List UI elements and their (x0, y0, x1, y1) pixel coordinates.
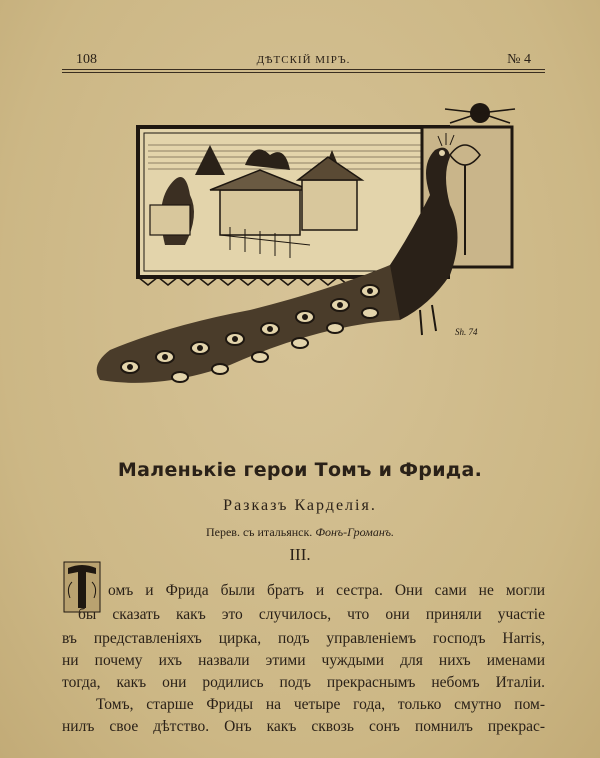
translation-prefix: Перев. съ итальянск. (205, 525, 313, 539)
paragraph-line: тогда, какъ они родились подъ прекраснымъ небомъ Италіи. (62, 674, 545, 691)
page-header (62, 52, 545, 70)
header-rule-top (62, 69, 545, 70)
paragraph-line: нилъ свое дѣтство. Онъ какъ сквозь сонъ помнилъ прекрас- (62, 718, 545, 735)
issue-number: № 4 (507, 52, 531, 67)
translation-credit (0, 525, 600, 540)
paragraph-line: ни почему ихъ назвали этими чуждыми для нихъ именами (62, 652, 545, 669)
paragraph-line: въ представленіяхъ цирка, подъ управленіемъ господъ Harris, (62, 630, 545, 647)
paragraph-line: омъ и Фрида были братъ и сестра. Они сами не могли (108, 582, 545, 599)
peacock-and-village-illustration-icon (70, 95, 540, 415)
paragraph-line: Томъ, старше Фриды на четыре года, только смутно пом- (96, 696, 545, 713)
page-number: 108 (76, 52, 97, 67)
paragraph-line: бы сказать какъ это случилось, что они приняли участіе (78, 606, 545, 623)
magazine-title: ДѢТСКІЙ МІРЪ. (256, 54, 351, 66)
chapter-number: III. (289, 545, 311, 564)
story-subtitle: Разказъ Карделія. (223, 497, 377, 514)
drop-cap-letter: Т (62, 558, 63, 559)
illustration-signature: Sh. 74 (455, 327, 478, 337)
story-title: Маленькіе герои Томъ и Фрида. (117, 459, 483, 481)
header-rule-bottom (62, 72, 545, 73)
translator-name: Фонъ-Громанъ. (315, 525, 395, 539)
